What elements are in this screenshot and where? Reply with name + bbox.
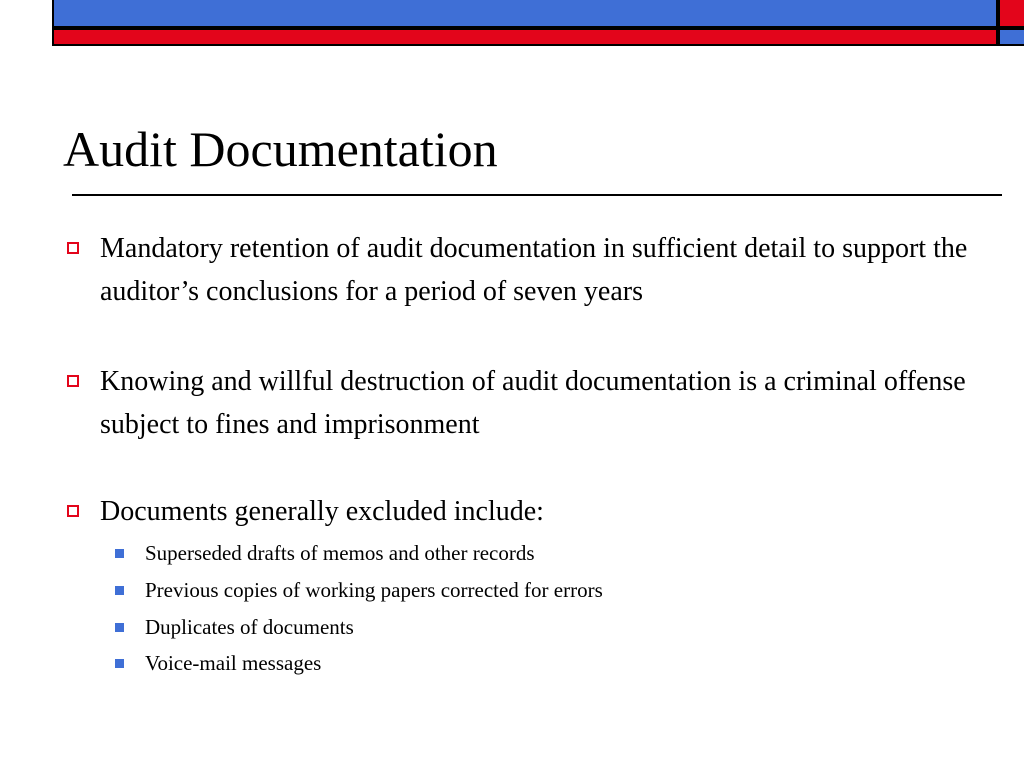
bullet-item xyxy=(100,490,1000,533)
sub-bullet-text: Voice-mail messages xyxy=(145,651,322,675)
bullet-item xyxy=(100,360,1000,446)
bullet-item xyxy=(100,227,1000,313)
bullet-text: Documents generally excluded include: xyxy=(100,496,544,527)
sub-bullet-item xyxy=(145,614,1005,640)
hollow-square-bullet-icon xyxy=(67,242,79,254)
header-square-blue xyxy=(998,28,1024,46)
sub-bullet-text: Duplicates of documents xyxy=(145,615,354,639)
bullet-text: Knowing and willful destruction of audit documentation is a criminal offense subject to fines and imprisonment xyxy=(100,366,966,440)
title-underline xyxy=(72,194,1002,196)
hollow-square-bullet-icon xyxy=(67,505,79,517)
filled-square-bullet-icon xyxy=(115,586,124,595)
header-bar-red xyxy=(52,28,998,46)
filled-square-bullet-icon xyxy=(115,659,124,668)
filled-square-bullet-icon xyxy=(115,623,124,632)
hollow-square-bullet-icon xyxy=(67,375,79,387)
sub-bullet-item xyxy=(145,540,1005,566)
sub-bullet-item xyxy=(145,577,1005,603)
header-bar-blue xyxy=(52,0,998,28)
sub-bullet-text: Superseded drafts of memos and other records xyxy=(145,541,535,565)
bullet-text: Mandatory retention of audit documentation in sufficient detail to support the auditor’s conclusions for a period of seven years xyxy=(100,233,968,307)
header-square-red xyxy=(998,0,1024,28)
sub-bullet-item xyxy=(145,650,1005,676)
slide-title: Audit Documentation xyxy=(63,121,498,177)
filled-square-bullet-icon xyxy=(115,549,124,558)
sub-bullet-text: Previous copies of working papers corrected for errors xyxy=(145,578,603,602)
